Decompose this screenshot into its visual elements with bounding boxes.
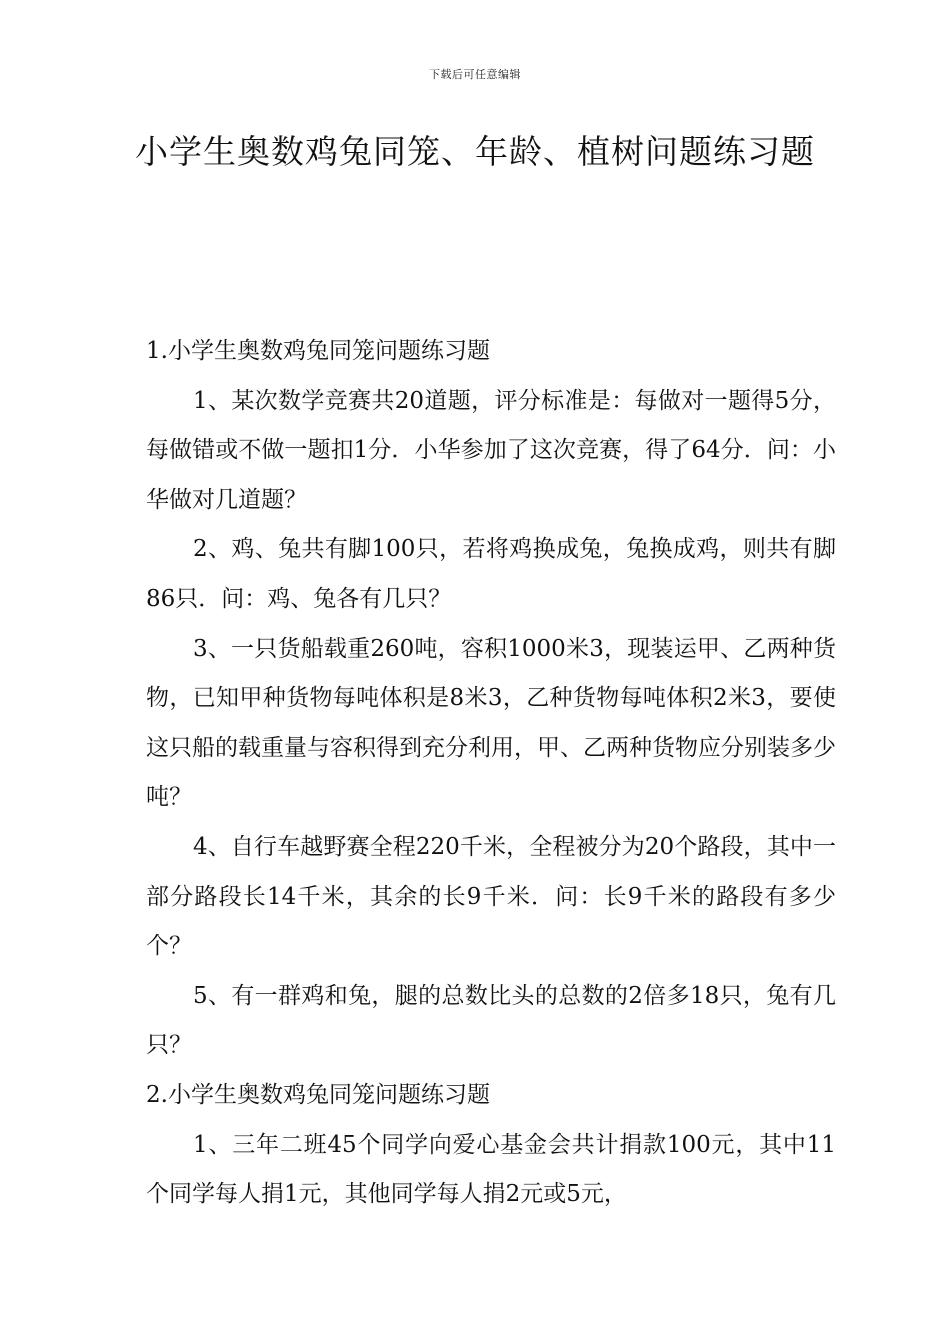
question-paragraph: 1、某次数学竞赛共20道题，评分标准是：每做对一题得5分，每做错或不做一题扣1分．小华参加了这次竞赛，得了64分．问：小华做对几道题？ xyxy=(146,387,836,513)
question-paragraph: 2、鸡、兔共有脚100只，若将鸡换成兔，兔换成鸡，则共有脚86只．问：鸡、兔各有几只？ xyxy=(146,536,836,612)
question-paragraph: 5、有一群鸡和兔，腿的总数比头的总数的2倍多18只，兔有几只？ xyxy=(146,982,836,1059)
question-paragraph: 3、一只货船载重260吨，容积1000米3，现装运甲、乙两种货物，已知甲种货物每吨体积是8米3，乙种货物每吨体积2米3，要使这只船的载重量与容积得到充分利用，甲、乙两种货物应分别装多少吨？ xyxy=(146,635,836,811)
document-body xyxy=(146,327,836,1220)
document-title: 小学生奥数鸡兔同笼、年龄、植树问题练习题 xyxy=(135,132,815,171)
header-note: 下载后可任意编辑 xyxy=(429,68,521,81)
section-heading: 1.小学生奥数鸡兔同笼问题练习题 xyxy=(146,338,490,364)
question-paragraph: 4、自行车越野赛全程220千米，全程被分为20个路段，其中一部分路段长14千米，其余的长9千米．问：长9千米的路段有多少个？ xyxy=(146,833,836,960)
section-heading: 2.小学生奥数鸡兔同笼问题练习题 xyxy=(146,1081,490,1108)
question-paragraph: 1、三年二班45个同学向爱心基金会共计捐款100元，其中11个同学每人捐1元，其他同学每人捐2元或5元， xyxy=(146,1131,836,1208)
